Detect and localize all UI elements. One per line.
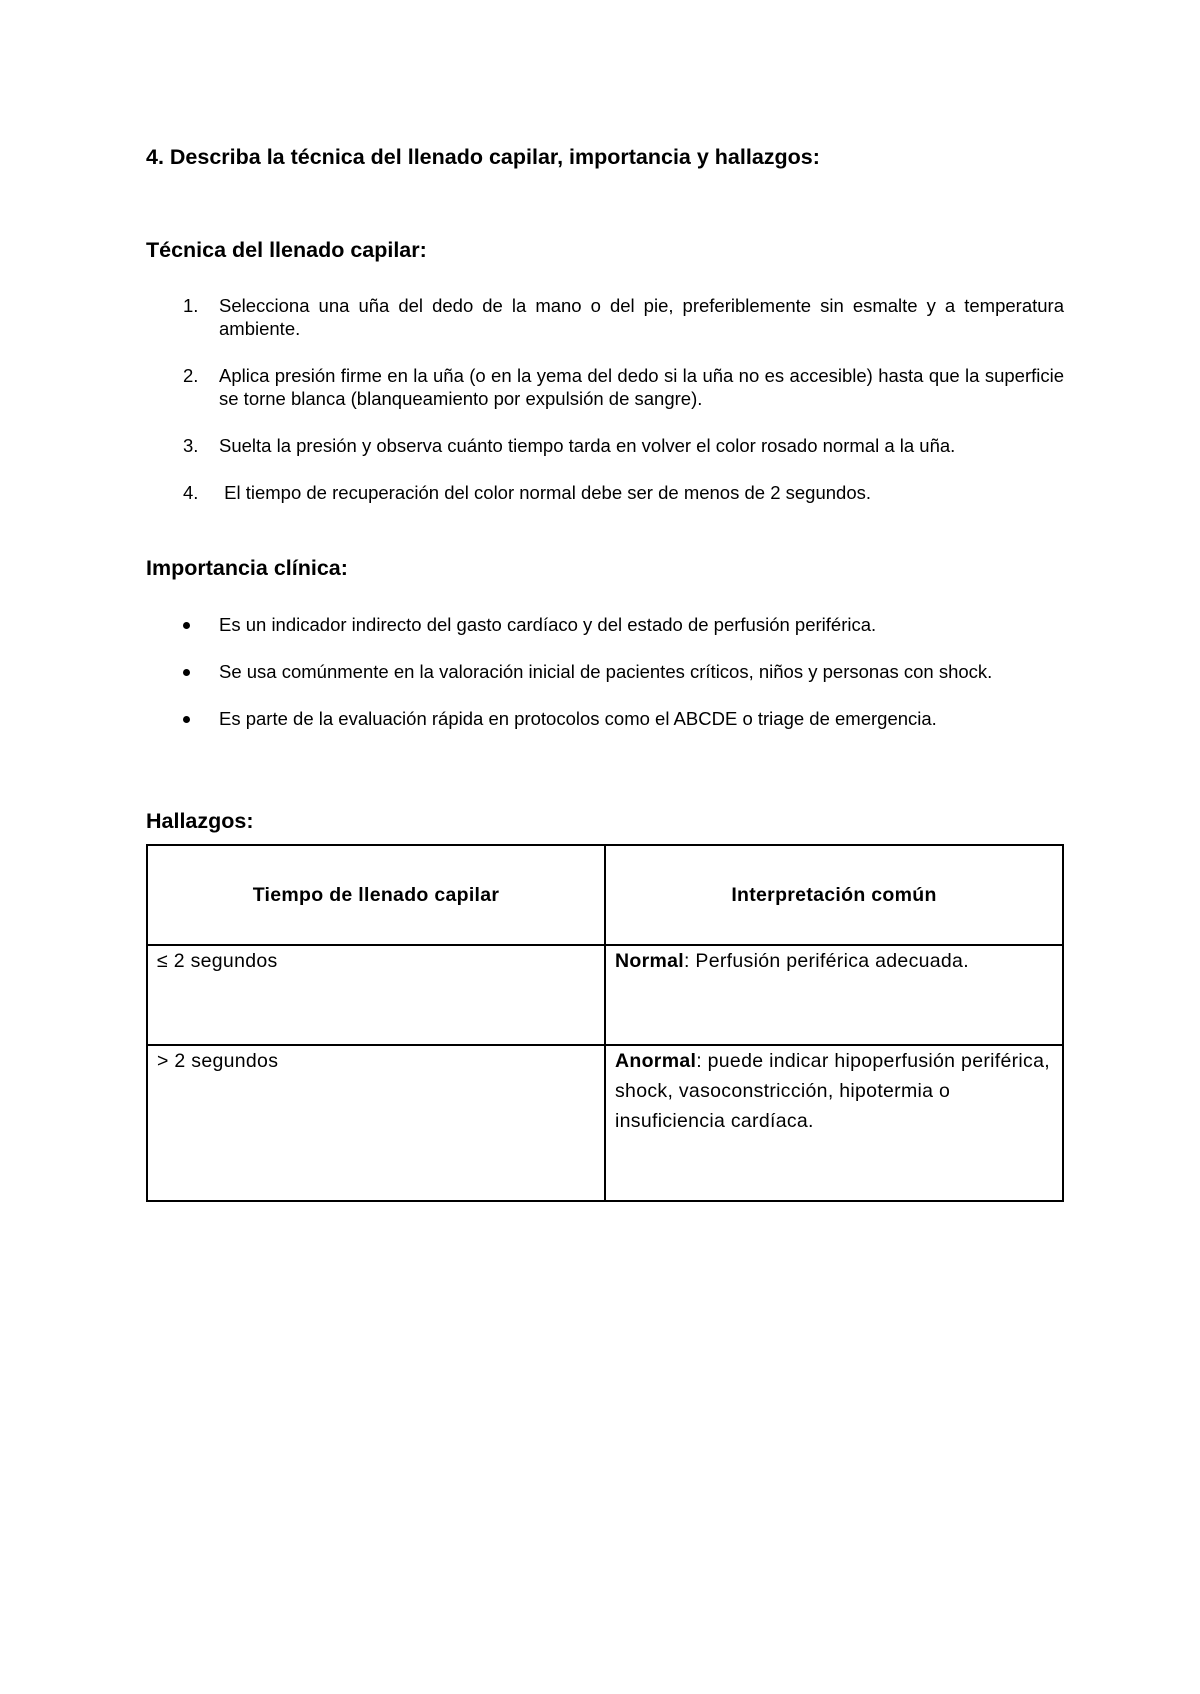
- list-number: 3.: [183, 435, 199, 456]
- table-cell-interpretation: [605, 945, 1063, 1045]
- list-item-text: Suelta la presión y observa cuánto tiempo tarda en volver el color rosado normal a la uña.: [219, 435, 956, 456]
- list-item-text: El tiempo de recuperación del color normal debe ser de menos de 2 segundos.: [219, 482, 871, 503]
- table-cell-time: ≤ 2 segundos: [147, 945, 605, 1045]
- table-row: [147, 945, 1063, 1045]
- tecnica-steps-list: [146, 294, 1064, 528]
- bullet-icon: [183, 716, 190, 723]
- list-item-text: Aplica presión firme en la uña (o en la yema del dedo si la uña no es accesible) hasta que la superficie se torne blanca (blanqueamiento por expulsión de sangre).: [219, 365, 1064, 409]
- list-item-text: Se usa comúnmente en la valoración inicial de pacientes críticos, niños y personas con shock.: [219, 661, 993, 682]
- list-item: [146, 434, 1064, 457]
- list-item: [146, 613, 1064, 636]
- interpretation-text: : Perfusión periférica adecuada.: [683, 950, 969, 972]
- table-cell-interpretation: [605, 1045, 1063, 1201]
- interpretation-label: Normal: [615, 950, 684, 972]
- interpretation-text: : puede indicar hipoperfusión periférica, shock, vasoconstricción, hipotermia o insuficiencia cardíaca.: [615, 1050, 1050, 1132]
- table-cell-time: > 2 segundos: [147, 1045, 605, 1201]
- list-number: 4.: [183, 482, 199, 503]
- importancia-heading: Importancia clínica:: [146, 556, 348, 580]
- list-item: [146, 364, 1064, 410]
- list-item: [146, 481, 1064, 504]
- interpretation-label: Anormal: [615, 1050, 697, 1072]
- table-header-row: [147, 845, 1063, 945]
- table-header-cell: Tiempo de llenado capilar: [147, 845, 605, 945]
- list-number: 2.: [183, 365, 199, 386]
- bullet-icon: [183, 622, 190, 629]
- list-item: [146, 707, 1064, 730]
- hallazgos-heading: Hallazgos:: [146, 809, 254, 833]
- list-item: [146, 294, 1064, 340]
- importancia-list: [146, 613, 1064, 754]
- tecnica-heading: Técnica del llenado capilar:: [146, 238, 427, 262]
- bullet-icon: [183, 669, 190, 676]
- list-item-text: Es un indicador indirecto del gasto cardíaco y del estado de perfusión periférica.: [219, 614, 877, 635]
- table-row: [147, 1045, 1063, 1201]
- list-item-text: Selecciona una uña del dedo de la mano o del pie, preferiblemente sin esmalte y a temperatura ambiente.: [219, 295, 1064, 339]
- question-title: 4. Describa la técnica del llenado capilar, importancia y hallazgos:: [146, 145, 820, 169]
- list-item: [146, 660, 1064, 683]
- hallazgos-table: [146, 844, 1064, 1202]
- list-number: 1.: [183, 295, 199, 316]
- list-item-text: Es parte de la evaluación rápida en protocolos como el ABCDE o triage de emergencia.: [219, 708, 937, 729]
- table-header-cell: Interpretación común: [605, 845, 1063, 945]
